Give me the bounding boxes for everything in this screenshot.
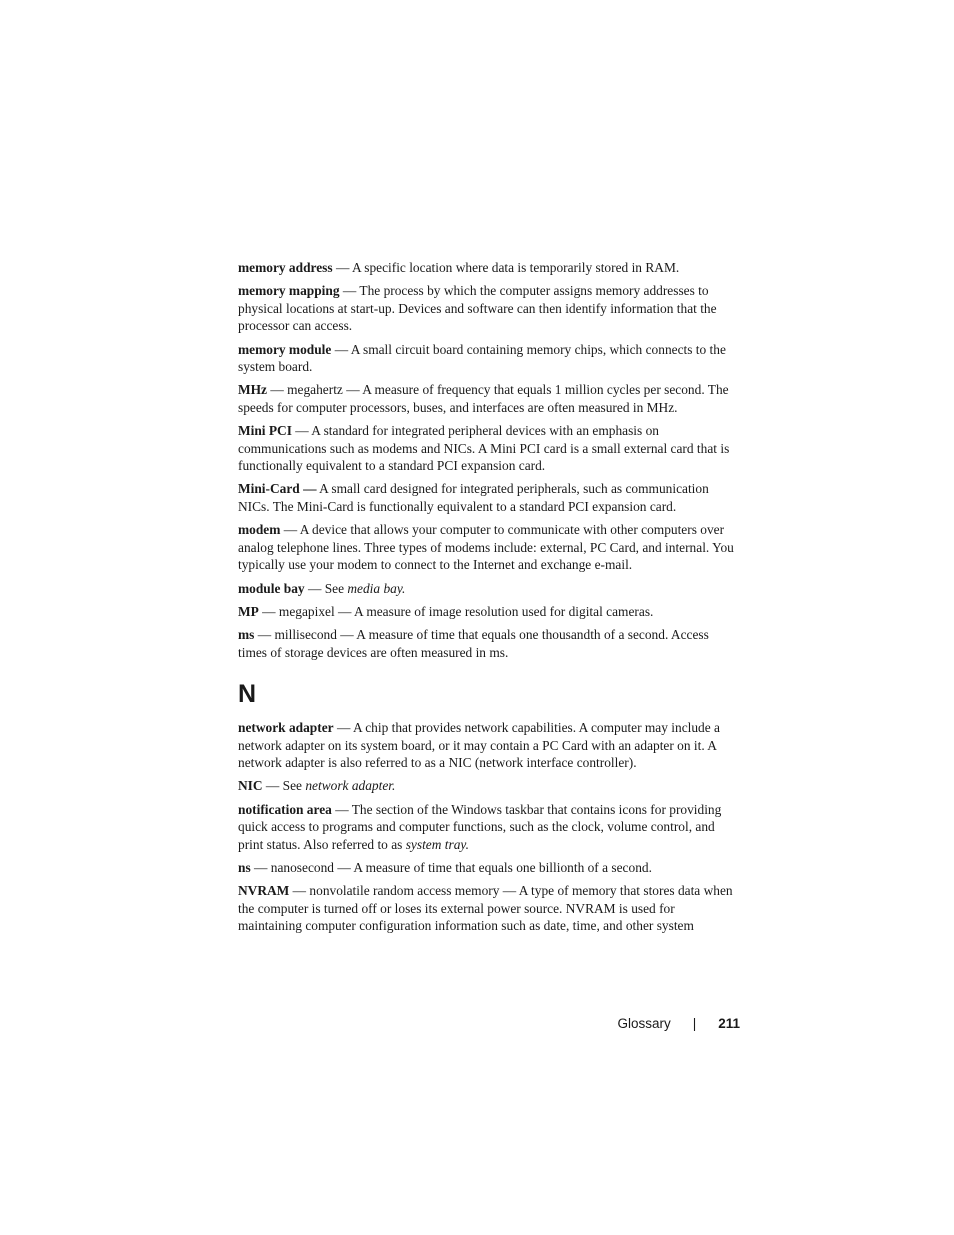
cross-reference-link: system tray. [405, 836, 469, 852]
glossary-definition: millisecond — A measure of time that equals one thousandth of a second. Access times of storage devices are often measured in ms. [238, 627, 709, 660]
glossary-entry [238, 259, 738, 276]
glossary-term: memory mapping [238, 283, 340, 299]
glossary-definition: nanosecond — A measure of time that equals one billionth of a second. [270, 859, 652, 875]
glossary-term: memory module [238, 341, 332, 357]
glossary-entry [238, 422, 738, 474]
glossary-definition: A device that allows your computer to communicate with other computers over analog telephone lines. Three types of modems include: external, PC Card, and internal. You typically use your modem to connect to the Internet and exchange e-mail. [238, 522, 734, 573]
glossary-term: notification area [238, 801, 332, 817]
glossary-term: NVRAM [238, 883, 290, 899]
glossary-definition: nonvolatile random access memory — A type of memory that stores data when the computer is turned off or loses its external power source. NVRAM is used for maintaining computer configuration information such as date, time, and other system [238, 883, 733, 934]
cross-reference-link: media bay. [347, 580, 406, 596]
glossary-definition: The section of the Windows taskbar that contains icons for providing quick access to programs and computer functions, such as the clock, volume control, and print status. Also referred to as [238, 801, 722, 852]
glossary-entry [238, 882, 738, 934]
glossary-entry [238, 626, 738, 661]
term-separator: — [258, 603, 279, 619]
glossary-definition: The process by which the computer assigns memory addresses to physical locations at start-up. Devices and software can then identify information that the processor can access. [238, 283, 717, 334]
glossary-term: ns [238, 859, 251, 875]
term-separator: — [333, 720, 353, 736]
term-separator: — [304, 580, 325, 596]
glossary-term: ms [238, 627, 255, 643]
page-number: 211 [718, 1016, 740, 1031]
glossary-entry [238, 521, 738, 573]
glossary-definition: See [282, 778, 306, 794]
term-separator: — [331, 801, 352, 817]
term-separator: — [289, 883, 310, 899]
glossary-entry [238, 480, 738, 515]
glossary-term: module bay [238, 580, 305, 596]
term-separator: — [291, 423, 312, 439]
glossary-entry [238, 282, 738, 334]
term-separator: — [267, 382, 288, 398]
glossary-definition: See [324, 580, 348, 596]
glossary-term: modem [238, 522, 281, 538]
term-separator: — [332, 260, 352, 275]
glossary-definition: A standard for integrated peripheral devices with an emphasis on communications such as modems and NICs. A Mini PCI card is a small external card that is functionally equivalent to a standard PCI expansion card. [238, 423, 730, 474]
glossary-entry [238, 381, 738, 416]
glossary-term: MP [238, 603, 259, 619]
glossary-entry [238, 580, 738, 597]
glossary-term: memory address [238, 260, 333, 275]
glossary-entry [238, 719, 738, 771]
glossary-definition: A chip that provides network capabilities. A computer may include a network adapter on its system board, or it may contain a PC Card with an adapter on it. A network adapter is also referred to as a NIC (network interface controller). [238, 720, 720, 770]
glossary-term: network adapter [238, 720, 334, 736]
glossary-definition: A specific location where data is temporarily stored in RAM. [351, 260, 680, 275]
page-footer [617, 1014, 740, 1034]
cross-reference-link: network adapter. [305, 778, 396, 794]
glossary-definition: A small card designed for integrated peripherals, such as communication NICs. The Mini-Card is functionally equivalent to a standard PCI expansion card. [238, 481, 709, 514]
glossary-definition: megahertz — A measure of frequency that equals 1 million cycles per second. The speeds for computer processors, buses, and interfaces are often measured in MHz. [238, 382, 729, 415]
glossary-term: Mini-Card — [238, 481, 317, 497]
glossary-definition: A small circuit board containing memory chips, which connects to the system board. [238, 341, 726, 375]
glossary-definition: megapixel — A measure of image resolution used for digital cameras. [278, 603, 654, 619]
glossary-term: NIC [238, 778, 263, 794]
glossary-entry [238, 341, 738, 376]
footer-section-name: Glossary [617, 1016, 671, 1031]
term-separator: — [262, 778, 283, 794]
glossary-entry [238, 777, 738, 794]
glossary-entry [238, 603, 738, 620]
term-separator: — [254, 627, 275, 643]
term-separator: — [250, 859, 271, 875]
glossary-content [238, 259, 738, 941]
footer-divider: | [692, 1016, 697, 1031]
glossary-term: Mini PCI [238, 423, 292, 439]
term-separator: — [339, 283, 360, 299]
section-heading-n: N [238, 680, 257, 709]
term-separator: — [280, 522, 300, 538]
term-separator: — [331, 341, 351, 357]
glossary-entry [238, 859, 738, 876]
glossary-term: MHz [238, 382, 267, 398]
glossary-entry [238, 801, 738, 853]
